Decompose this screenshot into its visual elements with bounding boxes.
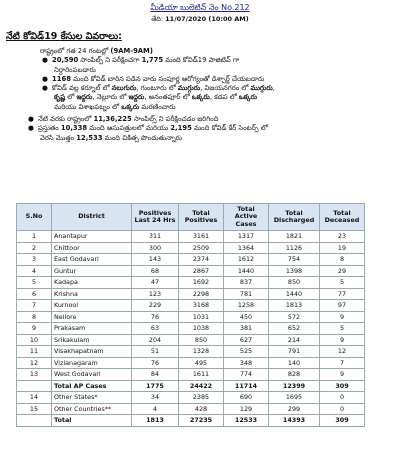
cell-value: 1317	[224, 231, 269, 243]
table-row	[17, 254, 365, 266]
cell-value: 1126	[269, 242, 320, 254]
cell-sno: 4	[17, 265, 52, 277]
summary-block	[0, 115, 400, 143]
cell-value: 1692	[179, 277, 224, 289]
table-row	[17, 288, 365, 300]
table-body	[17, 231, 365, 427]
table-header-row	[17, 204, 365, 231]
cell-sno: 3	[17, 254, 52, 266]
cell-sno: 10	[17, 334, 52, 346]
cell-sno: 7	[17, 300, 52, 312]
bulletin-header	[0, 3, 400, 25]
table-row	[17, 334, 365, 346]
intro-block	[0, 47, 400, 112]
cell-value: 299	[269, 403, 320, 415]
cell-value: 1031	[179, 311, 224, 323]
cell-district: Prakasam	[52, 323, 132, 335]
cell-value: 9	[320, 311, 365, 323]
cell-sno: 13	[17, 369, 52, 381]
cell-district: Other States*	[52, 392, 132, 404]
cell-value: 9	[320, 334, 365, 346]
cell-value: 8	[320, 254, 365, 266]
cell-district: West Godavari	[52, 369, 132, 381]
cell-value: 47	[132, 277, 179, 289]
cell-value: 204	[132, 334, 179, 346]
summary-line-1: ● నేటి వరకు రాష్ట్రంలో 11,36,225 సాంపిల్స్ ని పరీక్షించడం జరిగింది	[28, 115, 219, 124]
total-row-ap	[17, 380, 365, 392]
cell-value: 5	[320, 277, 365, 289]
cell-value: 572	[269, 311, 320, 323]
cell-value: 12533	[224, 415, 269, 427]
cell-value: 2867	[179, 265, 224, 277]
cell-value: 24422	[179, 380, 224, 392]
cell-value: 51	[132, 346, 179, 358]
cell-value: 1364	[224, 242, 269, 254]
cell-value: 3161	[179, 231, 224, 243]
cell-value: 450	[224, 311, 269, 323]
total-row-grand	[17, 415, 365, 427]
cell-value: 9	[320, 369, 365, 381]
cell-value: 791	[269, 346, 320, 358]
cell-value: 229	[132, 300, 179, 312]
cell-value: 627	[224, 334, 269, 346]
cell-value: 84	[132, 369, 179, 381]
cell-sno: 9	[17, 323, 52, 335]
cell-value: 76	[132, 357, 179, 369]
cell-value: 495	[179, 357, 224, 369]
cell-value: 1695	[269, 392, 320, 404]
cell-district: Chittoor	[52, 242, 132, 254]
cell-value: 828	[269, 369, 320, 381]
table-row	[17, 392, 365, 404]
cell-district: Vizianagaram	[52, 357, 132, 369]
cell-value: 97	[320, 300, 365, 312]
cell-district: Total AP Cases	[52, 380, 132, 392]
column-header: Total Discharged	[269, 204, 320, 231]
date-value: 11/07/2020 (10:00 AM)	[165, 15, 249, 23]
cell-value: 1821	[269, 231, 320, 243]
cell-sno: 5	[17, 277, 52, 289]
cell-sno: 14	[17, 392, 52, 404]
cell-value: 12	[320, 346, 365, 358]
cell-value: 1813	[269, 300, 320, 312]
cell-value: 68	[132, 265, 179, 277]
table-row	[17, 323, 365, 335]
cell-district: Anantapur	[52, 231, 132, 243]
cell-district: Krishna	[52, 288, 132, 300]
cell-value: 19	[320, 242, 365, 254]
cell-sno: 1	[17, 231, 52, 243]
cell-value: 300	[132, 242, 179, 254]
cell-sno: 2	[17, 242, 52, 254]
intro-line-4: ● 1168 మంది కోవిడ్ బారిన పడిన వారు సంపూర్ణ ఆరోగ్యంతో డిశ్చార్జ్ చేయబడారు	[42, 74, 265, 83]
cell-sno: 11	[17, 346, 52, 358]
column-header: S.No	[17, 204, 52, 231]
cell-value: 1612	[224, 254, 269, 266]
intro-line-7: మరియు విశాఖపట్నం లో ఒక్కరు మరణించారు	[54, 102, 176, 111]
cell-value: 850	[179, 334, 224, 346]
cell-value: 77	[320, 288, 365, 300]
cell-sno: 8	[17, 311, 52, 323]
cell-value: 381	[224, 323, 269, 335]
intro-line-2: ● 20,590 సాంపిల్స్ ని పరీక్షించగా 1,775 మంది కోవిడ్19 పాజిటివ్ గా	[42, 56, 240, 65]
intro-line-3: నిర్ధారింపబడారు	[54, 65, 96, 74]
cell-value: 690	[224, 392, 269, 404]
cell-value: 754	[269, 254, 320, 266]
table-row	[17, 403, 365, 415]
cell-sno: 6	[17, 288, 52, 300]
cell-value: 27235	[179, 415, 224, 427]
intro-line-5: ● కోవిడ్ వల్ల కర్నూల్ లో నలుగురు, గుంటూరు లో ముగ్గురు, విజయనగరం లో ముగ్గురు,	[42, 84, 275, 93]
cell-value: 309	[320, 380, 365, 392]
date-label: తేది:	[151, 15, 166, 23]
cell-value: 309	[320, 415, 365, 427]
cell-value: 428	[179, 403, 224, 415]
cell-district: Srikakulam	[52, 334, 132, 346]
table-row	[17, 277, 365, 289]
column-header: Total Positives	[179, 204, 224, 231]
intro-line-6: కృష్ణ లో ఇద్దరు, నెల్లూరు లో ఇద్దరు, అనంతపూర్ లో ఒక్కరు, కడప లో ఒక్కరు	[54, 93, 257, 102]
cell-district: Nellore	[52, 311, 132, 323]
cell-value: 774	[224, 369, 269, 381]
cell-district: Kadapa	[52, 277, 132, 289]
bulletin-date	[0, 15, 400, 25]
cell-value: 1398	[269, 265, 320, 277]
table-row	[17, 231, 365, 243]
cell-district: Visakhapatnam	[52, 346, 132, 358]
cell-value: 29	[320, 265, 365, 277]
cell-value: 850	[269, 277, 320, 289]
table-row	[17, 300, 365, 312]
cell-value: 837	[224, 277, 269, 289]
column-header: Total Deceased	[320, 204, 365, 231]
table-row	[17, 265, 365, 277]
cell-value: 1258	[224, 300, 269, 312]
table-row	[17, 357, 365, 369]
cell-value: 1775	[132, 380, 179, 392]
cell-value: 0	[320, 403, 365, 415]
cell-value: 34	[132, 392, 179, 404]
cell-value: 76	[132, 311, 179, 323]
cell-value: 4	[132, 403, 179, 415]
cell-value: 14393	[269, 415, 320, 427]
cell-sno: 15	[17, 403, 52, 415]
cell-value: 2509	[179, 242, 224, 254]
table-row	[17, 369, 365, 381]
cell-value: 1440	[269, 288, 320, 300]
summary-line-2: ● ప్రస్తుతం 10,338 మంది ఆసుపత్రులలో మరియు 2,195 మంది కోవిడ్ కేర్ సెంటర్స్ లో	[28, 124, 268, 133]
cell-value: 23	[320, 231, 365, 243]
cell-value: 5	[320, 323, 365, 335]
table-row	[17, 346, 365, 358]
cell-sno	[17, 415, 52, 427]
cell-value: 1611	[179, 369, 224, 381]
cell-district: Guntur	[52, 265, 132, 277]
cell-district: Other Countries**	[52, 403, 132, 415]
district-cases-table	[16, 203, 365, 427]
table-row	[17, 311, 365, 323]
cell-district: Kurnool	[52, 300, 132, 312]
cell-value: 3168	[179, 300, 224, 312]
column-header: Total Active Cases	[224, 204, 269, 231]
cell-value: 0	[320, 392, 365, 404]
table-row	[17, 242, 365, 254]
cell-value: 652	[269, 323, 320, 335]
cell-value: 214	[269, 334, 320, 346]
cell-value: 348	[224, 357, 269, 369]
cell-value: 311	[132, 231, 179, 243]
cell-value: 7	[320, 357, 365, 369]
cell-value: 1328	[179, 346, 224, 358]
cell-value: 143	[132, 254, 179, 266]
bulletin-number: మీడియా బులెటిన్ నెం No.212	[150, 3, 250, 12]
cell-value: 12399	[269, 380, 320, 392]
cell-value: 11714	[224, 380, 269, 392]
cell-value: 781	[224, 288, 269, 300]
section-title: నేటి కోవిడ్19 కేసుల వివరాలు:	[6, 31, 122, 42]
cell-value: 123	[132, 288, 179, 300]
cell-value: 63	[132, 323, 179, 335]
cell-value: 140	[269, 357, 320, 369]
cell-value: 1440	[224, 265, 269, 277]
cell-value: 129	[224, 403, 269, 415]
cell-district: Total	[52, 415, 132, 427]
column-header: Positives Last 24 Hrs	[132, 204, 179, 231]
intro-line-1: రాష్ట్రంలో గత 24 గంటల్లో (9AM-9AM)	[40, 47, 153, 55]
column-header: District	[52, 204, 132, 231]
cell-value: 1813	[132, 415, 179, 427]
cell-value: 1038	[179, 323, 224, 335]
cell-value: 2374	[179, 254, 224, 266]
cell-district: East Godavari	[52, 254, 132, 266]
cell-value: 525	[224, 346, 269, 358]
cell-value: 2298	[179, 288, 224, 300]
cell-value: 2385	[179, 392, 224, 404]
summary-line-3: వెరసి మొత్తం 12,533 మంది చికిత్స పొందుతున్నారు	[40, 133, 183, 142]
cell-sno	[17, 380, 52, 392]
cell-sno: 12	[17, 357, 52, 369]
